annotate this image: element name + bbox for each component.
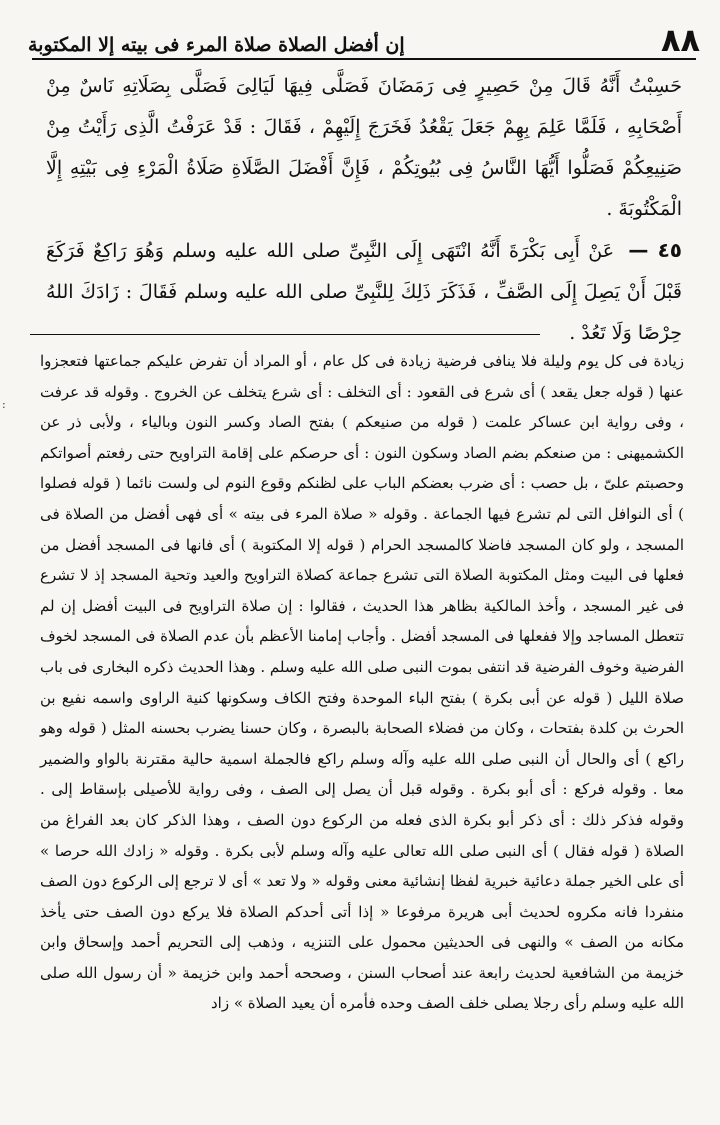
commentary-text: زيادة فى كل يوم وليلة فلا ينافى فرضية زيادة فى كل عام ، أو المراد أن تفرض عليكم جماعتها فتعجزوا عنها ( قوله جعل يقعد ) أى شرع فى القعود : أى التخلف : أى شرع يتخلف عن الخروج . وقوله قد عرفت ، وفى رواية ابن عساكر علمت ( قوله من صنيعكم ) بفتح الصاد وكسر النون وبالياء ، ولأبى ذر عن الكشميهنى : من صنعكم بضم الصاد وسكون النون : أى حرصكم على إقامة التراويح حتى رفعتم أصواتكم وحصبتم علىّ ، بل حصب : أى ضرب بعضكم الباب على لظنكم وقوع النوم لى ولست نائما ( قوله فصلوا ) أى النوافل التى لم تشرع فيها الجماعة . وقوله « صلاة المرء فى بيته » أى فهى أفضل من الصلاة فى المسجد ، ولو كان المسجد فاضلا كالمسجد الحرام ( قوله إلا المكتوبة ) أى فانها فى المسجد أفضل من فعلها فى البيت ومثل المكتوبة الصلاة التى تشرع جماعة كصلاة التراويح والعيد وتحية المسجد إذ لا تشرع فى غير المسجد ، وأخذ المالكية بظاهر هذا الحديث ، فقالوا : إن صلاة التراويح فى البيت أفضل إن لم تتعطل المساجد وإلا ففعلها فى المسجد أفضل . وأجاب إمامنا الأعظم بأن عدم الصلاة فى المسجد لخوف الفرضية وخوف الفرضية قد انتفى بموت النبى صلى الله عليه وسلم . وهذا الحديث ذكره البخارى فى باب صلاة الليل ( قوله عن أبى بكرة ) بفتح الباء الموحدة وفتح الكاف وسكونها كنية الراوى واسمه نفيع بن الحرث بن كلدة بفتحات ، وكان من فضلاء الصحابة بالبصرة ، وكان حسنا يضرب بحسنه المثل ( قوله وهو راكع ) أى والحال أن النبى صلى الله عليه وآله وسلم راكع فالجملة اسمية حالية مقترنة بالواو والضمير معا . وقوله فركع : أى أبو بكرة . وقوله قبل أن يصل إلى الصف ، وفى رواية للأصيلى بإسقاط إلى . وقوله فذكر ذلك : أى ذكر أبو بكرة الذى فعله من الركوع دون الصف ، وهذا الذكر كان بعد الفراغ من الصلاة ( قوله فقال ) أى النبى صلى الله تعالى عليه وآله وسلم لأبى بكرة . وقوله « زادك الله حرصا » أى على الخير جملة دعائية خبرية لفظا إنشائية معنى وقوله « ولا تعد » أى لا ترجع إلى الركوع دون الصف منفردا فانه مكروه لحديث أبى هريرة مرفوعا « إذا أتى أحدكم الصلاة فلا يركع دون الصف حتى يأخذ مكانه من الصف » والنهى فى الحديثين محمول على التنزيه ، وذهب إلى التحريم أحمد وإسحاق وابن خزيمة من الشافعية لحديث رابعة عند أصحاب السنن ، وصححه أحمد وابن خزيمة « أن رسول الله صلى الله عليه وسلم رأى رجلا يصلى خلف الصف وحده فأمره أن يعيد الصلاة » زاد [40,352,684,1013]
hadith-45 [46,230,682,354]
page-number: ٨٨ [660,21,700,59]
hadith-text [46,66,682,354]
margin-mark: : [2,398,6,411]
footnote-divider [30,334,540,335]
hadith-44-ending: حَسِبْتُ أَنَّهُ قَالَ مِنْ حَصِيرٍ فِى رَمَضَانَ فَصَلَّى فِيهَا لَيَالِىَ فَصَلَّى بِصَلَاتِهِ نَاسٌ مِنْ أَصْحَابِهِ ، فَلَمَّا عَلِمَ بِهِمْ جَعَلَ يَقْعُدُ فَخَرَجَ إِلَيْهِمْ ، فَقَالَ : قَدْ عَرَفْتُ الَّذِى رَأَيْتُ مِنْ صَنِيعِكُمْ فَصَلُّوا أَيُّهَا النَّاسُ فِى بُيُوتِكُمْ ، فَإِنَّ أَفْضَلَ الصَّلَاةِ صَلَاةُ الْمَرْءِ فِى بَيْتِهِ إِلَّا الْمَكْتُوبَةَ . [46,75,682,220]
running-title: إن أفضل الصلاة صلاة المرء فى بيته إلا المكتوبة [28,34,405,56]
header-rule [32,58,696,60]
commentary [40,346,684,1019]
hadith-number: ٤٥ — [628,238,682,262]
hadith-45-text: عَنْ أَبِى بَكْرَةَ أَنَّهُ انْتَهَى إِلَى النَّبِىِّ صلى الله عليه وسلم وَهُوَ رَاكِعٌ فَرَكَعَ قَبْلَ أَنْ يَصِلَ إِلَى الصَّفِّ ، فَذَكَرَ ذَلِكَ لِلنَّبِىِّ صلى الله عليه وسلم فَقَالَ : زَادَكَ اللهُ حِرْصًا وَلَا تَعُدْ . [46,240,682,344]
page-header [28,14,700,59]
